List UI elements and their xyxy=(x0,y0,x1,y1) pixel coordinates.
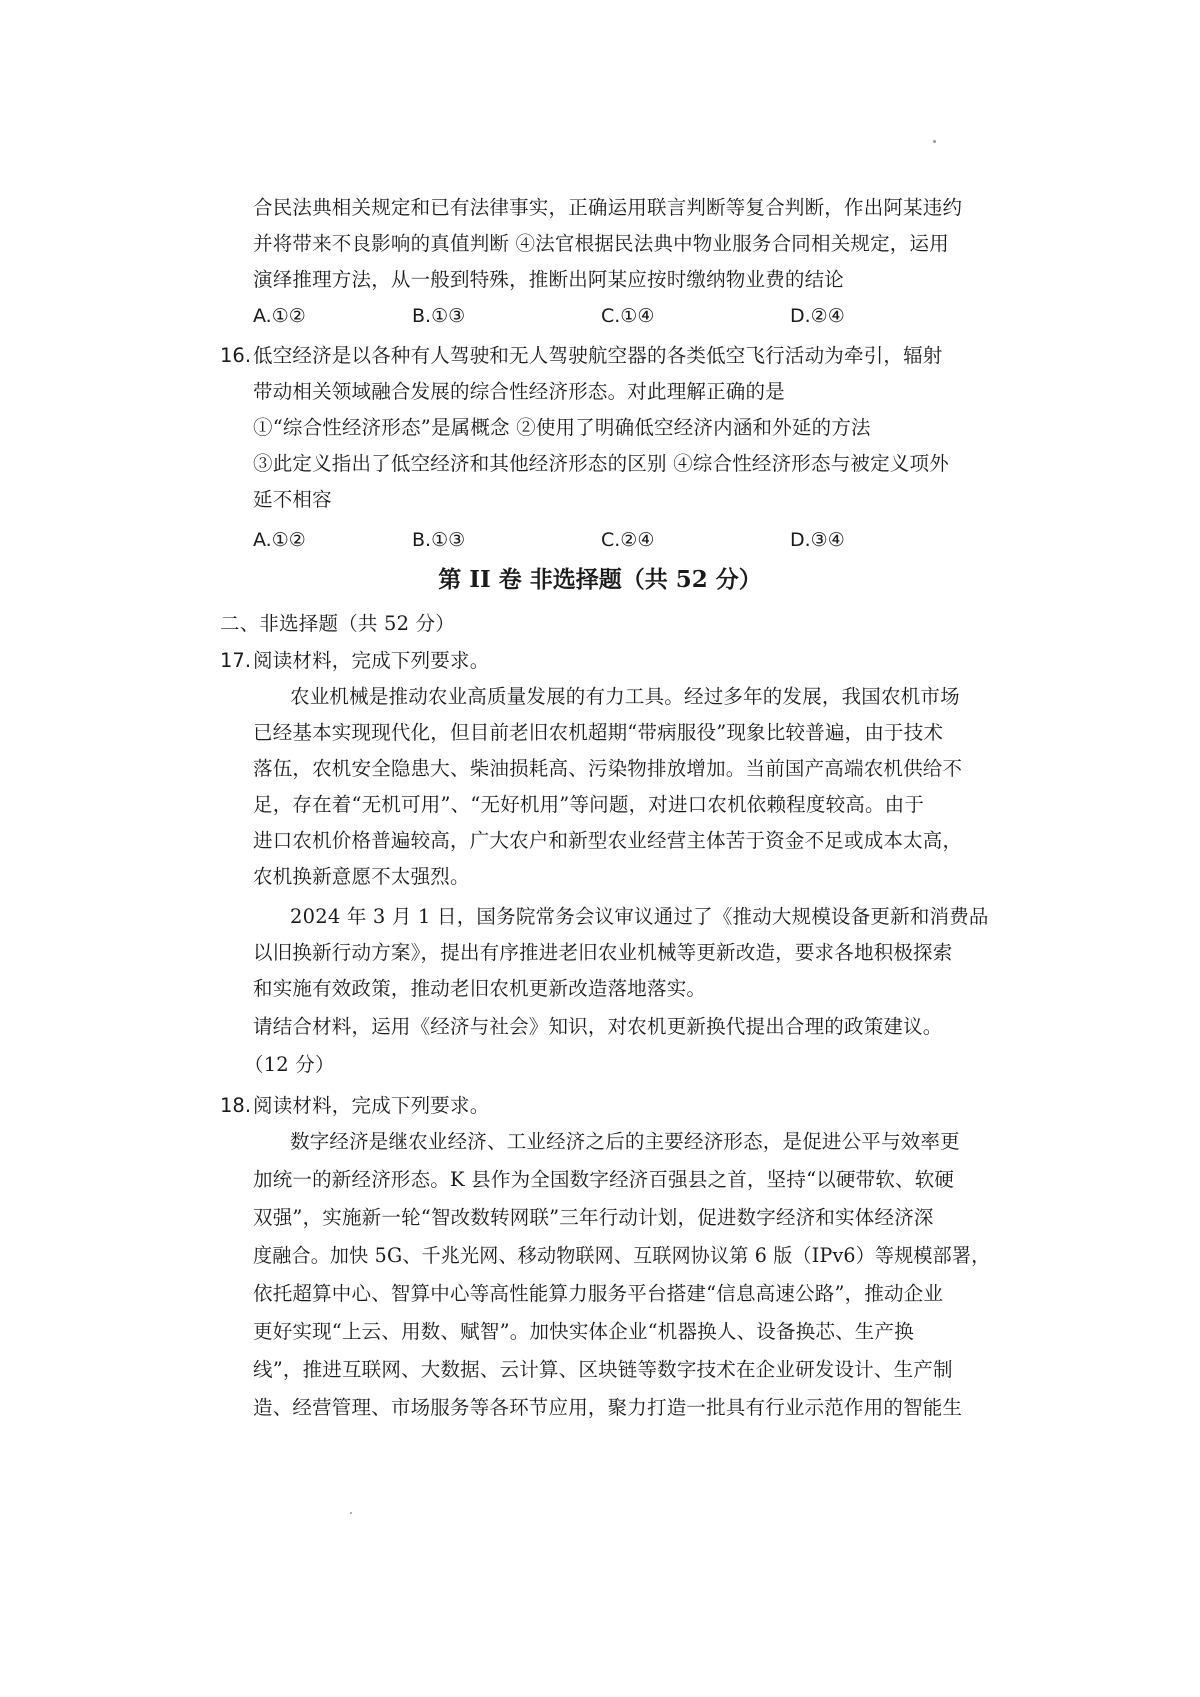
q16-line-5: 延不相容 xyxy=(253,488,332,511)
q15-option-a: A.①② xyxy=(253,305,306,327)
q15-option-c: C.①④ xyxy=(601,305,655,327)
q15-option-d: D.②④ xyxy=(790,305,845,327)
scan-speck-bottom xyxy=(350,1512,352,1514)
q17-para2-line-2: 以旧换新行动方案》，提出有序推进老旧农业机械等更新改造，要求各地积极探索 xyxy=(253,941,953,964)
q16-line-1: 低空经济是以各种有人驾驶和无人驾驶航空器的各类低空飞行活动为牵引，辐射 xyxy=(253,344,943,367)
q17-para2-line-3: 和实施有效政策，推动老旧农机更新改造落地落实。 xyxy=(253,977,707,1000)
q16-option-d: D.③④ xyxy=(790,529,845,551)
q16-line-4: ③此定义指出了低空经济和其他经济形态的区别 ④综合性经济形态与被定义项外 xyxy=(253,452,949,475)
q15-line-1: 合民法典相关规定和已有法律事实，正确运用联言判断等复合判断，作出阿某违约 xyxy=(253,196,963,219)
q16-number: 16. xyxy=(220,344,252,367)
q18-para1-line-2: 加统一的新经济形态。K 县作为全国数字经济百强县之首，坚持“以硬带软、软硬 xyxy=(253,1168,955,1191)
q18-para1-line-7: 线”，推进互联网、大数据、云计算、区块链等数字技术在企业研发设计、生产制 xyxy=(253,1358,953,1381)
q17-prompt: 阅读材料，完成下列要求。 xyxy=(253,649,490,672)
q17-para1-line-3: 落伍，农机安全隐患大、柴油损耗高、污染物排放增加。当前国产高端农机供给不 xyxy=(253,757,963,780)
q17-para1-line-1: 农业机械是推动农业高质量发展的有力工具。经过多年的发展，我国农机市场 xyxy=(290,685,960,708)
q18-para1-line-8: 造、经营管理、市场服务等各环节应用，聚力打造一批具有行业示范作用的智能生 xyxy=(253,1396,963,1419)
q17-score: （12 分） xyxy=(244,1053,335,1076)
q18-para1-line-5: 依托超算中心、智算中心等高性能算力服务平台搭建“信息高速公路”，推动企业 xyxy=(253,1282,944,1305)
q17-para2-line-1: 2024 年 3 月 1 日，国务院常务会议审议通过了《推动大规模设备更新和消费品 xyxy=(290,905,989,928)
q16-option-c: C.②④ xyxy=(601,529,655,551)
q17-para1-line-5: 进口农机价格普遍较高，广大农户和新型农业经营主体苦于资金不足或成本太高， xyxy=(253,829,963,852)
q18-para1-line-3: 双强”，实施新一轮“智改数转网联”三年行动计划，促进数字经济和实体经济深 xyxy=(253,1206,934,1229)
q17-number: 17. xyxy=(220,649,252,672)
q16-option-b: B.①③ xyxy=(412,529,466,551)
q16-line-2: 带动相关领域融合发展的综合性经济形态。对此理解正确的是 xyxy=(253,380,785,403)
section-title: 第 II 卷 非选择题（共 52 分） xyxy=(438,566,762,593)
q17-task: 请结合材料，运用《经济与社会》知识，对农机更新换代提出合理的政策建议。 xyxy=(253,1015,943,1038)
q16-option-a: A.①② xyxy=(253,529,306,551)
q18-number: 18. xyxy=(220,1094,252,1117)
q17-para1-line-4: 足，存在着“无机可用”、“无好机用”等问题，对进口农机依赖程度较高。由于 xyxy=(253,793,925,816)
q15-option-b: B.①③ xyxy=(412,305,466,327)
q18-para1-line-4: 度融合。加快 5G、千兆光网、移动物联网、互联网协议第 6 版（IPv6）等规模部署， xyxy=(253,1244,991,1267)
section-subtitle: 二、非选择题（共 52 分） xyxy=(220,612,456,635)
q15-line-2: 并将带来不良影响的真值判断 ④法官根据民法典中物业服务合同相关规定，运用 xyxy=(253,232,949,255)
q16-line-3: ①“综合性经济形态”是属概念 ②使用了明确低空经济内涵和外延的方法 xyxy=(253,416,871,439)
q18-para1-line-6: 更好实现“上云、用数、赋智”。加快实体企业“机器换人、设备换芯、生产换 xyxy=(253,1320,914,1343)
q17-para1-line-6: 农机换新意愿不太强烈。 xyxy=(253,865,470,888)
scan-speck xyxy=(933,140,936,143)
q18-prompt: 阅读材料，完成下列要求。 xyxy=(253,1094,490,1117)
q18-para1-line-1: 数字经济是继农业经济、工业经济之后的主要经济形态，是促进公平与效率更 xyxy=(290,1130,960,1153)
q17-para1-line-2: 已经基本实现现代化，但目前老旧农机超期“带病服役”现象比较普遍，由于技术 xyxy=(253,721,944,744)
q15-line-3: 演绎推理方法，从一般到特殊，推断出阿某应按时缴纳物业费的结论 xyxy=(253,268,845,291)
